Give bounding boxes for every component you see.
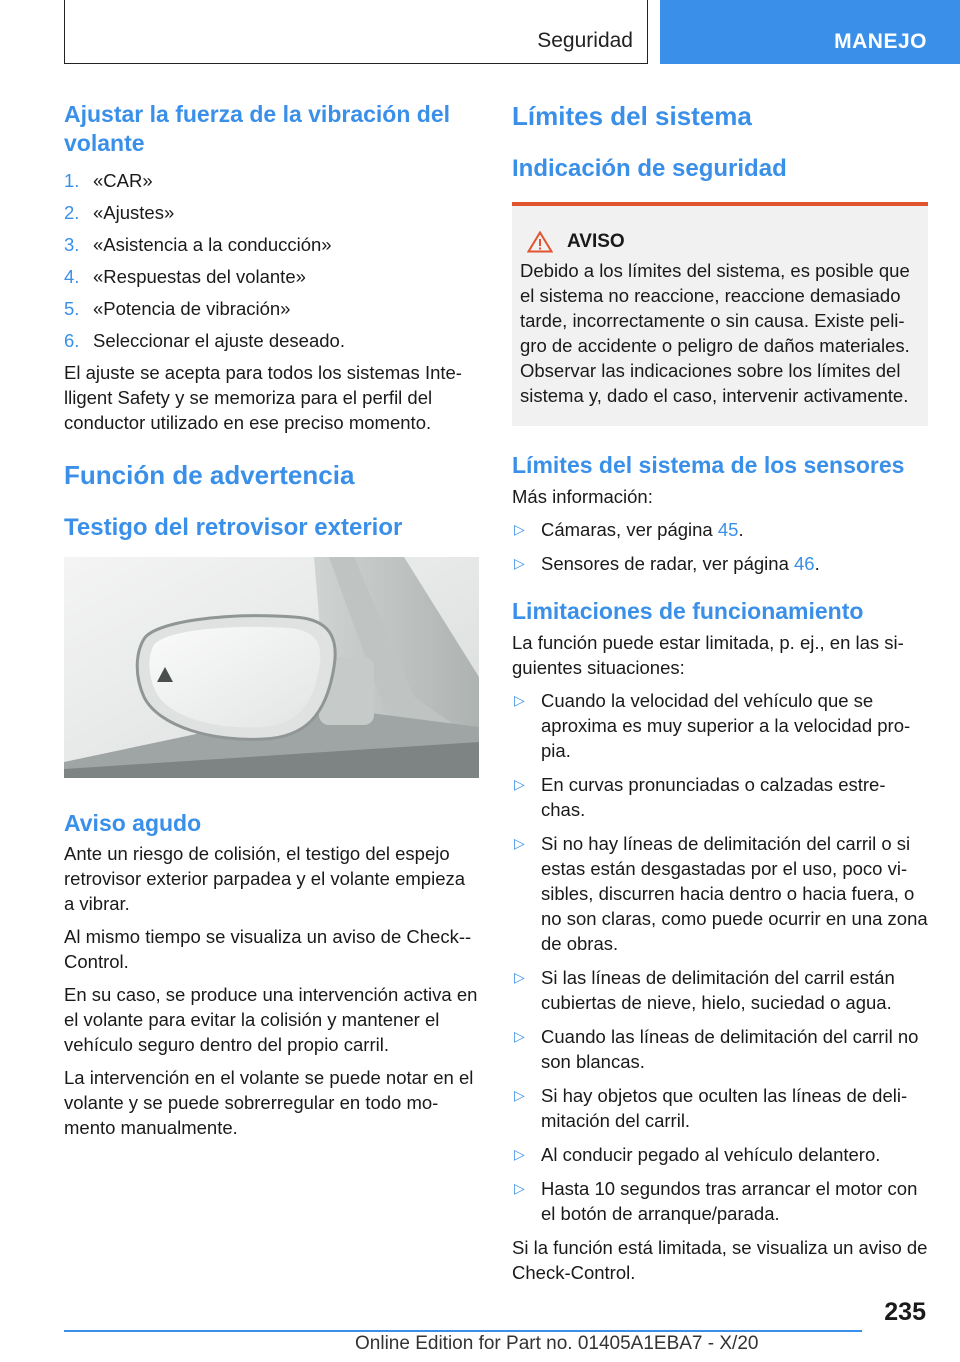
heading-function-limitations: Limitaciones de funcionamiento [512,598,864,624]
paragraph-acute-4: La intervención en el volante se puede notar en el volante y se puede sobrerregular en todo mo‐mento manualmente. [64,1067,474,1138]
list-text: Cuando las líneas de delimitación del carril no son blancas. [541,1026,919,1072]
heading-mirror-light: Testigo del retrovisor exterior [64,514,403,541]
step-text: «Respuestas del volante» [93,266,306,287]
heading-safety-note: Indicación de seguridad [512,155,787,182]
page-number: 235 [884,1298,926,1326]
header-section-title: Seguridad [537,29,633,52]
list-item [64,200,479,225]
paragraph-acute-3: En su caso, se produce una intervención activa en el volante para evitar la colisión y mantener el vehículo seguro dentro del propio carril. [64,984,478,1055]
list-text-end: . [814,553,820,574]
list-item [64,232,479,257]
steps-list [64,168,479,353]
paragraph-acute-2: Al mismo tiempo se visualiza un aviso de Check--Control. [64,926,472,972]
list-text-end: . [738,519,744,540]
step-text: Seleccionar el ajuste deseado. [93,330,345,351]
list-item [512,772,928,822]
sensor-list [512,517,928,576]
triangle-bullet-icon: ▷ [514,692,525,708]
side-mirror-warning-icon [64,557,479,778]
step-text: «Ajustes» [93,202,175,223]
footer-edition [355,1333,758,1355]
list-text: Si las líneas de delimitación del carril están cubiertas de nieve, hielo, suciedad o agua. [541,967,895,1013]
list-item [512,517,928,542]
triangle-bullet-icon: ▷ [514,835,525,851]
step-text: «CAR» [93,170,153,191]
warning-text: Debido a los límites del sistema, es posible que el sistema no reaccione, reaccione demasiado tarde, incorrectamente o sin causa. Existe peli‐gro de accidente o peligro de daños materiales. Observar las indicaciones sobre los límites del sistema y, dado el caso, intervenir activamente. [520,260,910,406]
warning-box [512,202,928,426]
list-text: Al conducir pegado al vehículo delantero. [541,1144,881,1165]
limitations-intro: La función puede estar limitada, p. ej., en las si‐guientes situaciones: [512,632,904,678]
triangle-bullet-icon: ▷ [514,1180,525,1196]
footer-divider [64,1330,862,1332]
warning-title: AVISO [567,231,625,252]
list-item [512,1024,928,1074]
paragraph-accept: El ajuste se acepta para todos los sistemas Inte‐lligent Safety y se memoriza para el perfil del conductor utilizado en ese preciso momento. [64,362,462,433]
heading-warning-function: Función de advertencia [64,460,355,490]
list-text: Cuando la velocidad del vehículo que se aproxima es muy superior a la velocidad pro‐pia. [541,690,911,761]
heading-system-limits: Límites del sistema [512,101,752,131]
list-item [512,1142,928,1167]
step-number: 4. [64,266,80,287]
list-item [512,1083,928,1133]
list-item [64,168,479,193]
list-item [512,688,928,763]
list-text: En curvas pronunciadas o calzadas estre‐chas. [541,774,886,820]
heading-vibration-strength: Ajustar la fuerza de la vibración del volante [64,101,451,156]
list-text: Si hay objetos que oculten las líneas de deli‐mitación del carril. [541,1085,908,1131]
more-info-label: Más información: [512,486,653,507]
left-column [64,100,479,1140]
header-chapter-tab [660,0,960,64]
triangle-bullet-icon: ▷ [514,555,525,571]
step-number: 5. [64,298,80,319]
list-text: Hasta 10 segundos tras arrancar el motor con el botón de arranque/parada. [541,1178,918,1224]
triangle-bullet-icon: ▷ [514,776,525,792]
warning-title-row [520,230,920,254]
right-column [512,100,928,1285]
list-item [64,328,479,353]
list-text: Sensores de radar, ver página [541,553,794,574]
warning-triangle-icon [527,231,553,253]
step-text: «Potencia de vibración» [93,298,291,319]
triangle-bullet-icon: ▷ [514,1146,525,1162]
limitations-list [512,688,928,1226]
list-text: Cámaras, ver página [541,519,718,540]
step-text: «Asistencia a la conducción» [93,234,332,255]
step-number: 6. [64,330,80,351]
footer-edition-text: Online Edition for Part no. 01405A1EBA7 - X/20 [355,1333,759,1354]
header-section-box [64,0,648,64]
list-text: Si no hay líneas de delimitación del carril o si estas están desgastadas por el uso, poco vi‐sibles, discurren hacia dentro o hacia fuera, o no son claras, como puede ocurrir en una zona de obras. [541,833,928,954]
heading-sensor-limits: Límites del sistema de los sensores [512,452,905,478]
paragraph-acute-1: Ante un riesgo de colisión, el testigo del espejo retrovisor exterior parpadea y el volante empieza a vibrar. [64,843,466,914]
triangle-bullet-icon: ▷ [514,1087,525,1103]
header-chapter-label: MANEJO [834,30,927,53]
step-number: 1. [64,170,80,191]
list-item [512,1176,928,1226]
triangle-bullet-icon: ▷ [514,969,525,985]
step-number: 2. [64,202,80,223]
step-number: 3. [64,234,80,255]
page-link-cameras[interactable]: 45 [717,519,739,540]
list-item [512,965,928,1015]
heading-acute-warning: Aviso agudo [64,810,202,836]
triangle-bullet-icon: ▷ [514,1028,525,1044]
list-item [64,296,479,321]
list-item [64,264,479,289]
list-item [512,551,928,576]
list-item [512,831,928,956]
limitations-outro: Si la función está limitada, se visualiza un aviso de Check-Control. [512,1237,928,1283]
page-link-radar[interactable]: 46 [794,553,815,574]
triangle-bullet-icon: ▷ [514,521,525,537]
